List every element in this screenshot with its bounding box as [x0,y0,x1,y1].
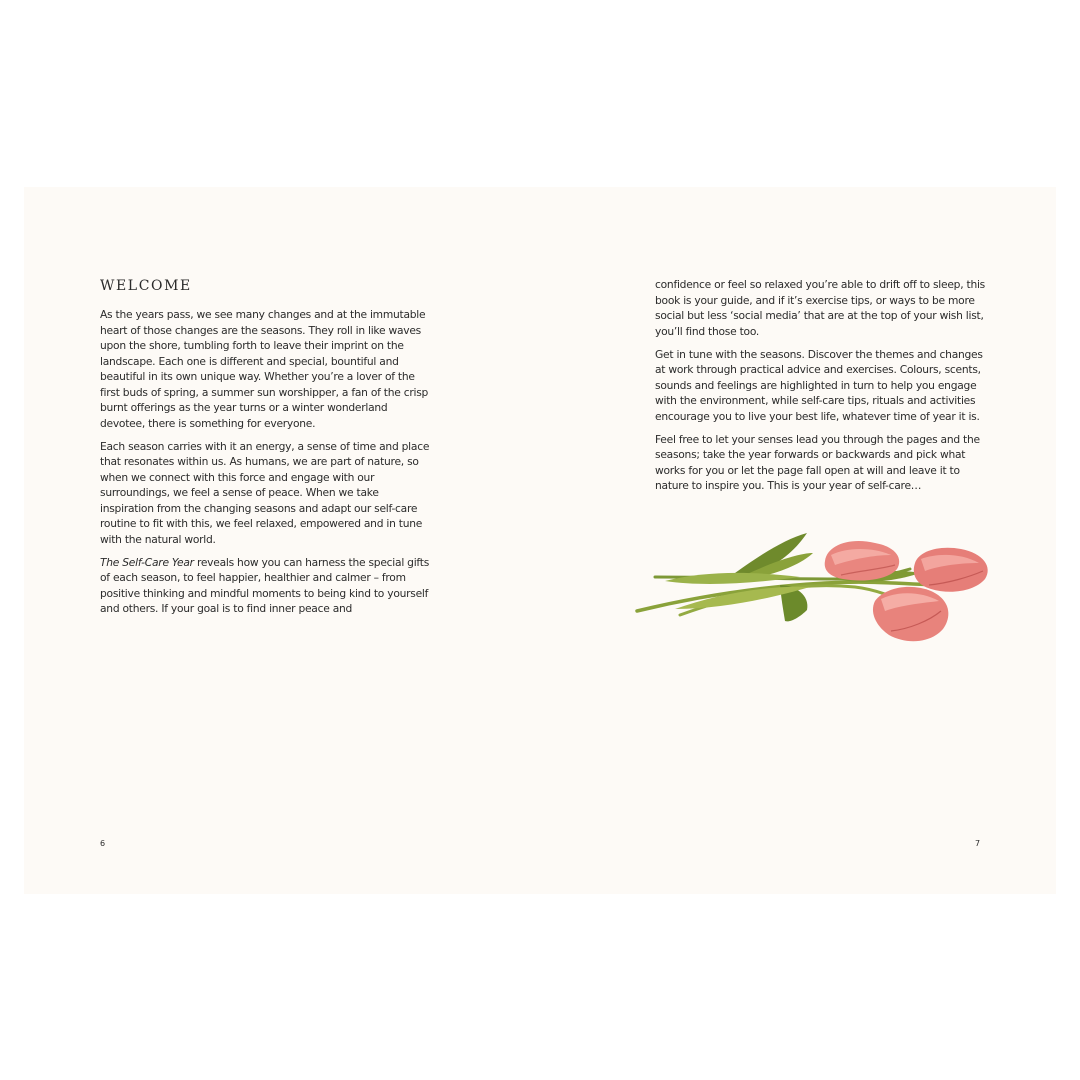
paragraph: confidence or feel so relaxed you’re able to drift off to sleep, this book is your guide, and if it’s exercise tips, or ways to be more social but less ‘social media’ that are at the top of your wish list, you’ll find those too. [655,278,986,338]
paragraph: Each season carries with it an energy, a sense of time and place that resonates within us. As humans, we are part of nature, so when we connect with this force and engage with our surroundings, we feel a sense of peace. When we take inspiration from the changing seasons and adapt our self-care routine to fit with this, we feel relaxed, empowered and in tune with the natural world. [100,439,430,546]
page-heading: WELCOME [100,278,192,294]
paragraph: Feel free to let your senses lead you through the pages and the seasons; take the year forwards or backwards and pick what works for you or let the page fall open at will and leave it to nature to inspire you. This is your year of self-care… [655,432,980,492]
tulip-flower [825,541,899,581]
left-page [24,187,540,894]
paragraph-text: reveals how you can harness the special gifts of each season, to feel happier, healthier and calmer – from positive thinking and mindful moments to being kind to yourself and others. If your goal is to find inner peace and [100,555,430,615]
page-number-left: 6 [100,839,106,848]
right-page [540,187,1056,894]
paragraph [100,555,432,617]
book-spread [24,187,1056,894]
book-title-italic: The Self-Care Year [100,555,194,569]
right-text-column [655,277,985,501]
paragraph: As the years pass, we see many changes and at the immutable heart of those changes are the seasons. They roll in like waves upon the shore, tumbling forth to leave their imprint on the landscape. Each one is different and special, bountiful and beautiful in its own unique way. Whether you’re a lover of the first buds of spring, a summer sun worshipper, a fan of the crisp burnt offerings as the year turns or a winter wonderland devotee, there is something for everyone. [100,308,429,430]
paragraph: Get in tune with the seasons. Discover the themes and changes at work through practical advice and exercises. Colours, scents, sounds and feelings are highlighted in turn to help you engage with the environment, while self-care tips, rituals and activities encourage you to live your best life, whatever time of year it is. [655,347,983,423]
page-number-right: 7 [975,839,981,848]
tulip-flower [873,587,948,641]
tulips-illustration [635,525,995,655]
tulip-flower [914,548,988,592]
left-text-column [100,307,432,624]
